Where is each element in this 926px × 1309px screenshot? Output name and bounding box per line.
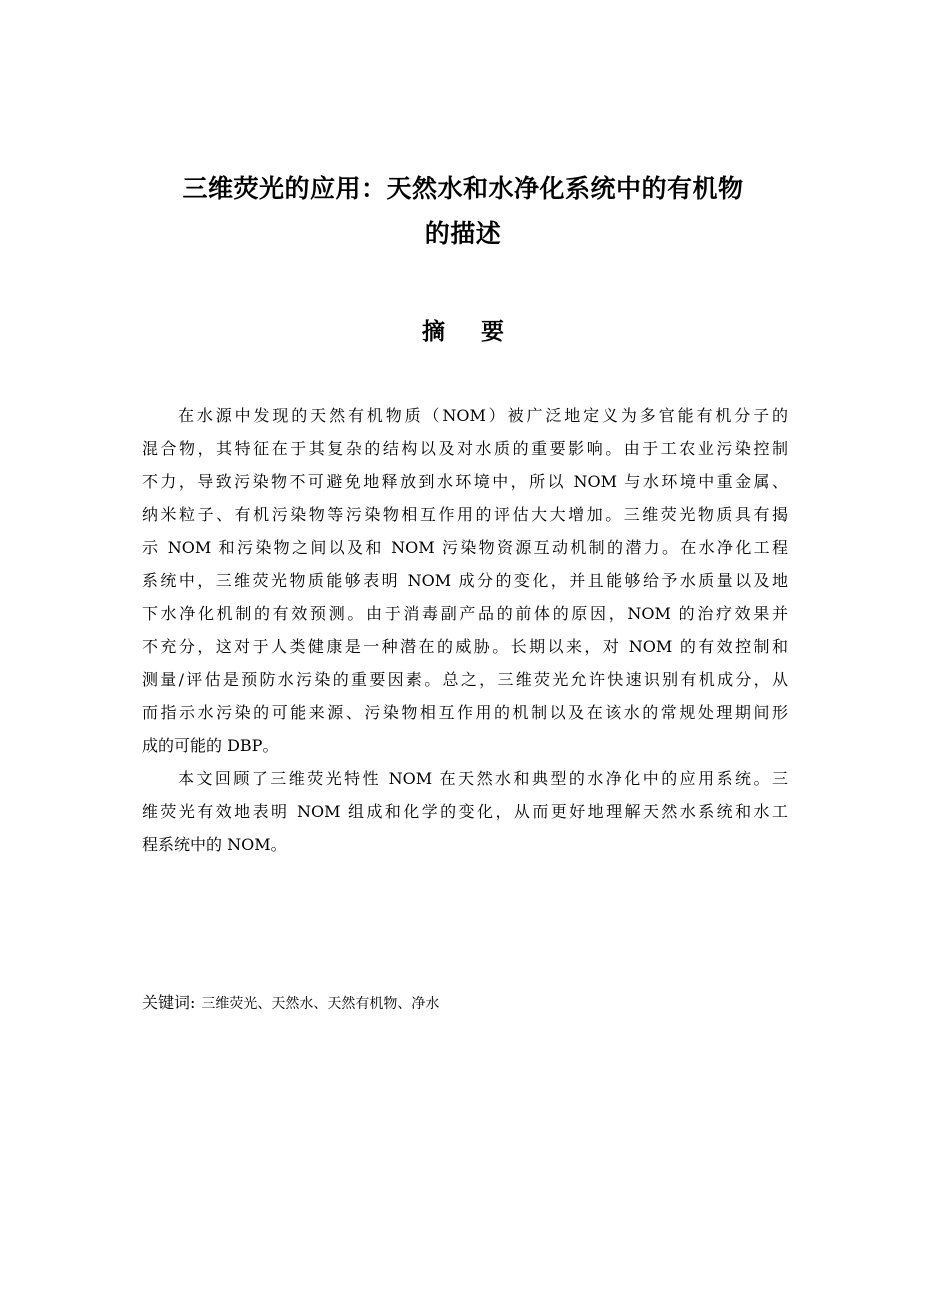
- paragraph-line: 纳米粒子、有机污染物等污染物相互作用的评估大大增加。三维荧光物质具有揭: [142, 505, 788, 524]
- paragraph-line: 下水净化机制的有效预测。由于消毒副产品的前体的原因，NOM 的治疗效果并: [142, 604, 788, 623]
- abstract-paragraph-1: [142, 399, 788, 762]
- keywords: [142, 990, 439, 1017]
- abstract-heading: 摘 要: [421, 319, 518, 345]
- keywords-label: 关键词:: [142, 993, 196, 1012]
- paragraph-line: 成的可能的 DBP。: [142, 736, 279, 755]
- abstract-paragraph-2: [142, 762, 788, 861]
- paragraph-line: 在水源中发现的天然有机物质（NOM）被广泛地定义为多官能有机分子的: [178, 406, 788, 425]
- paragraph-line: 而指示水污染的可能来源、污染物相互作用的机制以及在该水的常规处理期间形: [142, 703, 788, 722]
- document-title: [120, 166, 806, 256]
- paragraph-line: 测量/评估是预防水污染的重要因素。总之，三维荧光允许快速识别有机成分，从: [142, 670, 788, 689]
- paragraph-line: 混合物，其特征在于其复杂的结构以及对水质的重要影响。由于工农业污染控制: [142, 439, 788, 458]
- paragraph-line: 本文回顾了三维荧光特性 NOM 在天然水和典型的水净化中的应用系统。三: [178, 769, 788, 788]
- paragraph-line: 系统中，三维荧光物质能够表明 NOM 成分的变化，并且能够给予水质量以及地: [142, 571, 788, 590]
- paragraph-line: 不充分，这对于人类健康是一种潜在的威胁。长期以来，对 NOM 的有效控制和: [142, 637, 788, 656]
- abstract-body: [142, 399, 788, 861]
- title-line-1: 三维荧光的应用：天然水和水净化系统中的有机物: [182, 174, 744, 203]
- paragraph-line: 不力，导致污染物不可避免地释放到水环境中，所以 NOM 与水环境中重金属、: [142, 472, 788, 491]
- paragraph-line: 程系统中的 NOM。: [142, 835, 287, 854]
- paragraph-line: 维荧光有效地表明 NOM 组成和化学的变化，从而更好地理解天然水系统和水工: [142, 802, 788, 821]
- keywords-values: 三维荧光、天然水、天然有机物、净水: [201, 996, 440, 1012]
- paragraph-line: 示 NOM 和污染物之间以及和 NOM 污染物资源互动机制的潜力。在水净化工程: [142, 538, 788, 557]
- title-line-2: 的描述: [424, 219, 502, 248]
